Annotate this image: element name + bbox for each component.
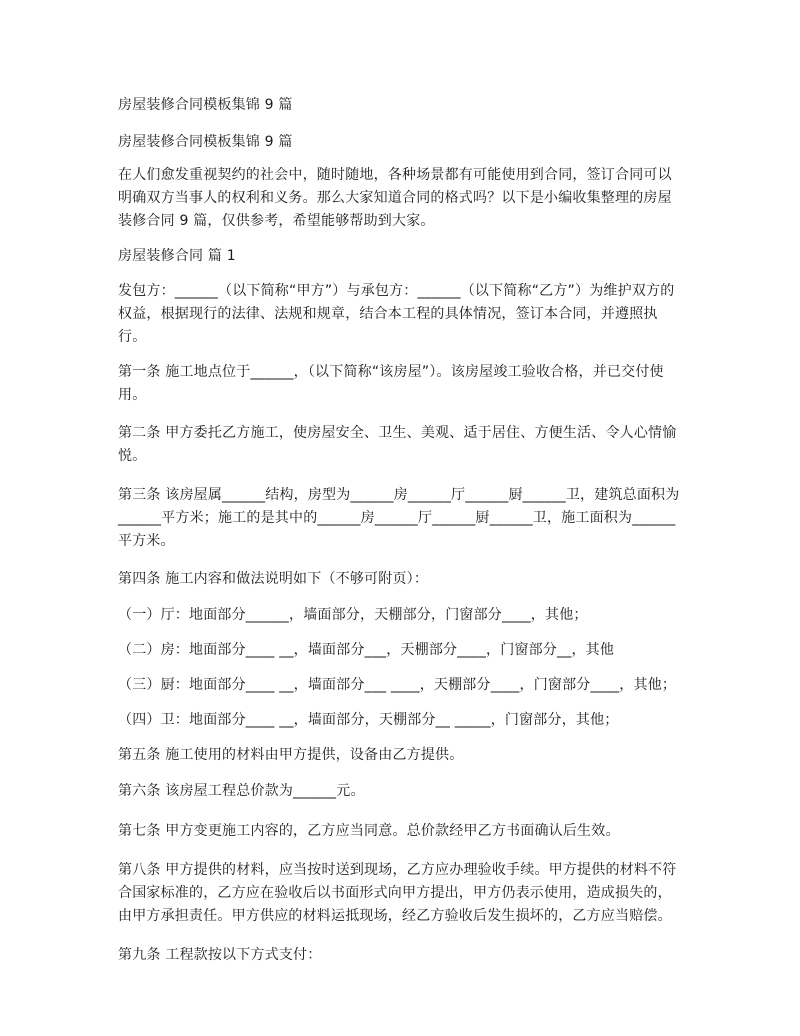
article-4-item-3: （三）厨：地面部分____ __，墙面部分___ ____，天棚部分____，门窗部分____，其他；	[118, 677, 677, 693]
article-5: 第五条 施工使用的材料由甲方提供，设备由乙方提供。	[118, 747, 464, 763]
intro-paragraph: 在人们愈发重视契约的社会中，随时随地，各种场景都有可能使用到合同，签订合同可以明确双方当事人的权利和义务。那么大家知道合同的格式吗？以下是小编收集整理的房屋装修合同 9 篇，仅供参考，希望能够帮助到大家。	[118, 167, 672, 229]
section-title: 房屋装修合同 篇 1	[118, 248, 236, 264]
article-8: 第八条 甲方提供的材料，应当按时送到现场，乙方应办理验收手续。甲方提供的材料不符合国家标准的，乙方应在验收后以书面形式向甲方提出，甲方仍表示使用，造成损失的，由甲方承担责任。甲方供应的材料运抵现场，经乙方验收后发生损坏的，乙方应当赔偿。	[118, 862, 677, 924]
article-4: 第四条 施工内容和做法说明如下（不够可附页）：	[118, 571, 429, 587]
article-4-item-4: （四）卫：地面部分____ __，墙面部分，天棚部分__ _____，门窗部分，其他；	[118, 712, 619, 728]
preamble-paragraph: 发包方：______（以下简称“甲方”）与承包方：______（以下简称“乙方”）为维护双方的权益，根据现行的法律、法规和规章，结合本工程的具体情况，签订本合同，并遵照执行。	[118, 283, 675, 345]
document-subtitle: 房屋装修合同模板集锦 9 篇	[118, 134, 293, 150]
article-4-item-1: （一）厅：地面部分______，墙面部分，天棚部分，门窗部分____，其他；	[118, 607, 588, 623]
article-1: 第一条 施工地点位于______，（以下简称“该房屋”）。该房屋竣工验收合格，并已交付使用。	[118, 364, 664, 403]
article-3: 第三条 该房屋属______结构，房型为______房______厅______厨______卫，建筑总面积为______平方米；施工的是其中的______房______厅______厨______卫，施工面积为______平方米。	[118, 487, 680, 549]
article-9: 第九条 工程款按以下方式支付：	[118, 947, 322, 963]
article-4-item-2: （二）房：地面部分____ __，墙面部分___，天棚部分____，门窗部分__，其他	[118, 642, 615, 658]
article-6: 第六条 该房屋工程总价款为______元。	[118, 783, 365, 799]
article-7: 第七条 甲方变更施工内容的，乙方应当同意。总价款经甲乙方书面确认后生效。	[118, 823, 620, 839]
document-title: 房屋装修合同模板集锦 9 篇	[118, 97, 293, 113]
article-2: 第二条 甲方委托乙方施工，使房屋安全、卫生、美观、适于居住、方便生活、令人心情愉悦。	[118, 425, 677, 464]
document-page	[118, 94, 684, 967]
